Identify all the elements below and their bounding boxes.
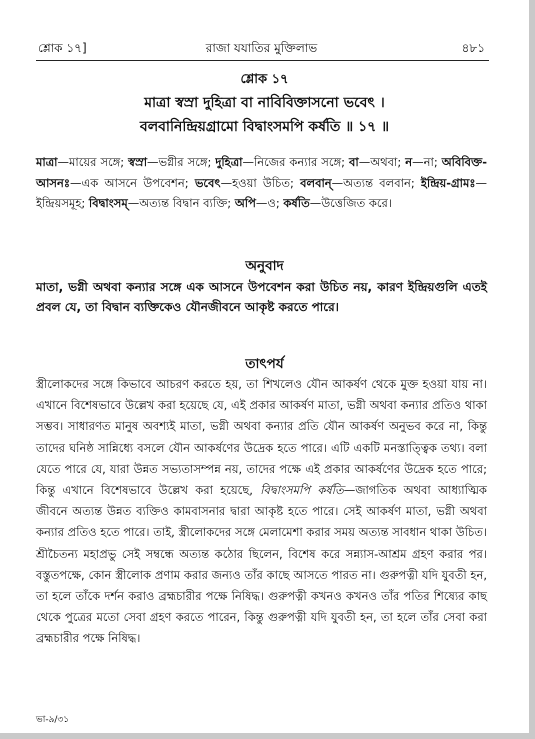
synonym-meaning: এক আসনে উপবেশন; <box>81 175 195 190</box>
verse-number-heading: শ্লোক ১৭ <box>240 72 289 87</box>
synonym-meaning: না; <box>423 155 442 169</box>
page-number: ৪৮১ <box>461 41 485 55</box>
header-chapter-title: রাজা যযাতির মুক্তিলাভ <box>205 41 318 55</box>
synonym-meaning: হওয়া উচিত; <box>232 175 301 190</box>
synonym-meaning: অথবা; <box>370 155 406 169</box>
purport-heading: তাৎপর্য <box>245 356 284 372</box>
translation-text: মাতা, ভগ্নী অথবা কন্যার সঙ্গে এক আসনে উপবেশন করা উচিত নয়, কারণ ইন্দ্রিয়গুলি এতই প্রবল যে, তা বিদ্বান ব্যক্তিকেও যৌনজীবনে আকৃষ্ট করতে পারে। <box>36 280 487 314</box>
synonym-meaning: মায়ের সঙ্গে; <box>69 155 129 169</box>
synonym-word: ইন্দ্রিয়-গ্রামঃ <box>420 175 476 190</box>
synonym-meaning: অত্যন্ত বলবান; <box>343 175 421 190</box>
header-verse-ref: শ্লোক ১৭] <box>38 41 87 55</box>
verse-line-2: বলবানিন্দ্রিয়গ্রামো বিদ্বাংসমপি কর্ষতি ॥ ১৭ ॥ <box>139 119 390 135</box>
synonyms-paragraph: মাত্রা—মায়ের সঙ্গে; স্বস্রা—ভগ্নীর সঙ্গে; দুহিত্রা—নিজের কন্যার সঙ্গে; বা—অথবা; ন—না; অবিবিক্ত-আসনঃ—এক আসনে উপবেশন; ভবেৎ—হওয়া উচিত; বলবান্—অত্যন্ত বলবান; ইন্দ্রিয়-গ্রামঃ—ইন্দ্রিয়সমূহ; বিদ্বাংসম্—অত্যন্ত বিদ্বান ব্যক্তি; অপি—ও; কর্ষতি—উত্তেজিত করে। <box>36 155 488 210</box>
synonym-word: বলবান্ <box>300 175 332 190</box>
synonym-word: স্বস্রা <box>128 155 148 169</box>
purport-part-2: —জাগতিক অথবা আধ্যাত্মিক জীবনে অত্যন্ত উন্নত ব্যক্তিও কামবাসনার দ্বারা আকৃষ্ট হতে পারে। সেই আকর্ষণ মাতা, ভগ্নী অথবা কন্যার প্রতিও হতে পারে। তাই, স্ত্রীলোকদের সঙ্গে মেলামেশা করার সময় অত্যন্ত সাবধান থাকা উচিত। শ্রীচৈতন্য মহাপ্রভু সেই সম্বন্ধে অত্যন্ত কঠোর ছিলেন, বিশেষ করে সন্ন্যাস-আশ্রম গ্রহণ করার পর। বস্তুতপক্ষে, কোন স্ত্রীলোক প্রণাম করার জন্যও তাঁর কাছে আসতে পারত না। গুরুপত্নী যদি যুবতী হন, তা হলে তাঁকে দর্শন করাও ব্রহ্মচারীর পক্ষে নিষিদ্ধ। গুরুপত্নী কখনও কখনও তাঁর পতির শিষ্যের কাছ থেকে পুত্রের মতো সেবা গ্রহণ করতে পারেন, কিন্তু গুরুপত্নী যদি যুবতী হন, তা হলে তাঁর সেবা করা ব্রহ্মচারীর পক্ষে নিষিদ্ধ। <box>36 483 487 646</box>
verse-line-1: মাত্রা স্বস্রা দুহিত্রা বা নাবিবিক্তাসনো ভবেৎ । <box>144 95 385 111</box>
translation-heading: অনুবাদ <box>245 258 284 274</box>
synonym-word: মাত্রা <box>36 155 58 169</box>
purport-part-1: স্ত্রীলোকদের সঙ্গে কিভাবে আচরণ করতে হয়, তা শিখলেও যৌন আকর্ষণ থেকে মুক্ত হওয়া যায় না। এখানে বিশেষভাবে উল্লেখ করা হয়েছে যে, এই প্রকার আকর্ষণ মাতা, ভগ্নী অথবা কন্যার প্রতিও থাকা সম্ভব। সাধারণত মানুষ অবশ্যই মাতা, ভগ্নী অথবা কন্যার প্রতি যৌন আকর্ষণ অনুভব করে না, কিন্তু তাদের ঘনিষ্ঠ সান্নিধ্যে বসলে যৌন আকর্ষণের উদ্রেক হতে পারে। এটি একটি মনস্তাত্ত্বিক তথ্য। বলা যেতে পারে যে, যারা উন্নত সভ্যতাসম্পন্ন নয়, তাদের পক্ষে এই প্রকার আকর্ষণের উদ্রেক হতে পারে; কিন্তু এখানে বিশেষভাবে উল্লেখ করা হয়েছে, <box>36 377 487 498</box>
synonym-word: বিদ্বাংসম্ <box>88 196 128 210</box>
synonym-meaning: ভগ্নীর সঙ্গে; <box>158 155 216 169</box>
synonym-meaning: উত্তেজিত করে। <box>321 196 392 210</box>
synonym-meaning: ও; <box>267 196 284 210</box>
synonym-word: ভবেৎ <box>194 175 221 190</box>
synonym-meaning: ইন্দ্রিয়সমূহ; <box>36 196 89 210</box>
synonym-word: ন <box>405 155 413 169</box>
header-rule <box>36 60 489 61</box>
synonym-meaning: নিজের কন্যার সঙ্গে; <box>254 155 349 169</box>
purport-italic-quote: বিদ্বাংসমপি কর্ষতি <box>260 483 344 498</box>
synonym-word: অপি <box>234 196 256 210</box>
purport-text <box>36 374 487 650</box>
synonym-word: কর্ষতি <box>283 196 310 210</box>
synonym-meaning: অত্যন্ত বিদ্বান ব্যক্তি; <box>139 196 235 210</box>
synonym-word: বা <box>349 155 359 169</box>
page-footer-signature: ভা-৯/৩১ <box>36 715 70 725</box>
synonym-word: দুহিত্রা <box>215 155 243 169</box>
running-header <box>38 40 485 60</box>
synonym-word: অবিবিক্ত-আসনঃ <box>36 155 488 190</box>
